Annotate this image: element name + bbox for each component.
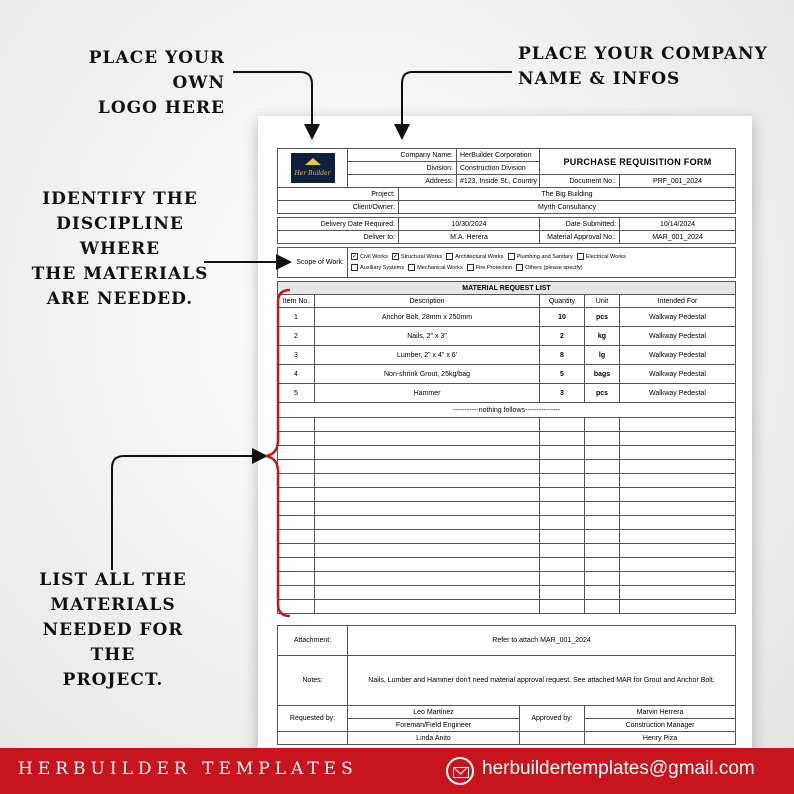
cell-no: 2	[278, 327, 315, 346]
material-list-title: MATERIAL REQUEST LIST	[278, 282, 736, 295]
brand-name: HERBUILDER TEMPLATES	[18, 759, 358, 779]
project-value: The Big Building	[399, 188, 736, 201]
blank-cell[interactable]	[620, 516, 736, 530]
house-icon	[305, 158, 321, 165]
blank-cell[interactable]	[540, 418, 585, 432]
logo-mark	[291, 153, 335, 183]
blank-cell[interactable]	[540, 544, 585, 558]
blank-cell[interactable]	[585, 558, 620, 572]
cell-qty: 5	[540, 365, 585, 384]
blank-cell[interactable]	[278, 600, 315, 614]
cell-for: Walkway Pedestal	[620, 365, 736, 384]
form-paper	[258, 116, 752, 756]
requested-by-name: Leo Martinez	[348, 706, 520, 719]
client-label: Client/Owner:	[278, 201, 399, 214]
checkbox[interactable]	[508, 253, 515, 260]
blank-cell[interactable]	[278, 544, 315, 558]
blank-cell[interactable]	[278, 474, 315, 488]
blank-cell[interactable]	[620, 418, 736, 432]
scope-option-label: Mechanical Works	[417, 264, 463, 271]
cell-unit: pcs	[585, 384, 620, 403]
scope-option[interactable]	[392, 252, 442, 263]
requested-by-label: Requested by:	[278, 706, 348, 732]
table-row	[278, 308, 736, 327]
received-by-name: Henry Piza	[585, 732, 736, 745]
checkbox[interactable]: ✓	[352, 253, 358, 260]
blank-row	[278, 488, 736, 502]
cell-desc: Anchor Bolt, 28mm x 250mm	[315, 308, 540, 327]
blank-cell[interactable]	[540, 558, 585, 572]
blank-row	[278, 502, 736, 516]
checkbox[interactable]	[516, 264, 523, 271]
notes-value: Nails, Lumber and Hammer don't need material approval request. See attached MAR for Grout and Anchor Bolt.	[348, 656, 736, 706]
blank-cell[interactable]	[315, 502, 540, 516]
scope-option-label: Civil Works	[360, 253, 388, 260]
scope-row-1	[351, 252, 732, 263]
blank-cell[interactable]	[620, 502, 736, 516]
blank-row	[278, 432, 736, 446]
blank-cell[interactable]	[620, 446, 736, 460]
project-label: Project:	[278, 188, 399, 201]
cell-for: Walkway Pedestal	[620, 346, 736, 365]
cell-qty: 2	[540, 327, 585, 346]
scope-option[interactable]	[577, 252, 626, 263]
division-value: Construction Division	[457, 162, 540, 175]
scope-row-2	[351, 263, 732, 274]
blank-cell[interactable]	[278, 572, 315, 586]
blank-cell[interactable]	[620, 558, 736, 572]
blank-row	[278, 418, 736, 432]
nothing-follows: -----------nothing follows---------------	[278, 403, 736, 418]
checkbox[interactable]: ✓	[392, 253, 398, 260]
blank-cell[interactable]	[315, 488, 540, 502]
blank-cell[interactable]	[620, 488, 736, 502]
cell-unit: lg	[585, 346, 620, 365]
blank-cell[interactable]	[585, 600, 620, 614]
footer-bar	[0, 748, 794, 794]
scope-option[interactable]	[508, 252, 573, 263]
blank-row	[278, 530, 736, 544]
mail-icon	[446, 757, 474, 785]
blank-cell[interactable]	[585, 418, 620, 432]
blank-cell[interactable]	[620, 432, 736, 446]
checkbox[interactable]	[408, 264, 415, 271]
cell-for: Walkway Pedestal	[620, 308, 736, 327]
blank-cell[interactable]	[278, 460, 315, 474]
blank-cell[interactable]	[278, 488, 315, 502]
cell-for: Walkway Pedestal	[620, 327, 736, 346]
cell-qty: 8	[540, 346, 585, 365]
requested-by-title: Foreman/Field Engineer	[348, 719, 520, 732]
blank-cell[interactable]	[620, 460, 736, 474]
blank-cell[interactable]	[278, 586, 315, 600]
blank-row	[278, 446, 736, 460]
company-name-value: HerBuilder Corporation	[457, 149, 540, 162]
callout-company: PLACE YOUR COMPANY NAME & INFOS	[518, 44, 768, 89]
blank-row	[278, 586, 736, 600]
blank-row	[278, 572, 736, 586]
blank-cell[interactable]	[315, 572, 540, 586]
blank-cell[interactable]	[620, 474, 736, 488]
blank-cell[interactable]	[540, 460, 585, 474]
column-header-unit: Unit	[585, 295, 620, 308]
cell-qty: 3	[540, 384, 585, 403]
blank-row	[278, 544, 736, 558]
blank-cell[interactable]	[620, 544, 736, 558]
blank-cell[interactable]	[315, 516, 540, 530]
table-row	[278, 384, 736, 403]
purchase-requisition-form	[277, 148, 736, 745]
cell-unit: bags	[585, 365, 620, 384]
address-label: Address:	[348, 175, 457, 188]
attachment-label: Attachment:	[278, 626, 348, 656]
blank-cell[interactable]	[315, 418, 540, 432]
document-no-label: Document No.:	[540, 175, 620, 188]
blank-cell[interactable]	[620, 600, 736, 614]
blank-cell[interactable]	[585, 516, 620, 530]
blank-row	[278, 460, 736, 474]
cell-unit: pcs	[585, 308, 620, 327]
scope-option-label: Auxiliary Systems	[360, 264, 405, 271]
scope-option[interactable]	[516, 263, 583, 274]
blank-row	[278, 558, 736, 572]
blank-cell[interactable]	[278, 516, 315, 530]
material-approval-label: Material Approval No.:	[540, 231, 620, 244]
date-submitted-label: Date Submitted:	[540, 218, 620, 231]
blank-cell[interactable]	[540, 502, 585, 516]
cell-no: 4	[278, 365, 315, 384]
scope-option[interactable]	[446, 252, 503, 263]
blank-cell[interactable]	[278, 418, 315, 432]
approved-by-label: Approved by:	[520, 706, 585, 732]
deliver-to-label: Deliver to:	[278, 231, 399, 244]
blank-cell[interactable]	[585, 530, 620, 544]
blank-cell[interactable]	[585, 446, 620, 460]
callout-logo: PLACE YOUR OWN LOGO HERE	[88, 48, 225, 118]
blank-cell[interactable]	[620, 530, 736, 544]
scope-option-label: Electrical Works	[585, 253, 626, 260]
scope-option-label: Architectural Works	[455, 253, 504, 260]
scope-checkboxes	[348, 248, 736, 278]
cell-no: 3	[278, 346, 315, 365]
date-submitted-value: 10/14/2024	[620, 218, 736, 231]
blank-cell[interactable]	[620, 586, 736, 600]
blank-cell[interactable]	[540, 516, 585, 530]
cell-desc: Nails, 2" x 3"	[315, 327, 540, 346]
scope-option[interactable]	[351, 252, 388, 263]
blank-cell[interactable]	[315, 600, 540, 614]
scope-option[interactable]	[467, 263, 512, 274]
blank-cell[interactable]	[585, 586, 620, 600]
noted-by-name: Linda Anito	[348, 732, 520, 745]
approved-by-title: Construction Manager	[585, 719, 736, 732]
table-row	[278, 365, 736, 384]
company-logo	[278, 149, 348, 188]
blank-cell[interactable]	[585, 474, 620, 488]
blank-cell[interactable]	[315, 460, 540, 474]
column-header-item-no: Item No.	[278, 295, 315, 308]
column-header-quantity: Quantity	[540, 295, 585, 308]
blank-cell[interactable]	[540, 586, 585, 600]
division-label: Division:	[348, 162, 457, 175]
checkbox[interactable]	[446, 253, 453, 260]
blank-cell[interactable]	[585, 502, 620, 516]
logo-text: Her Builder	[294, 170, 331, 177]
attachment-value: Refer to attach MAR_001_2024	[348, 626, 736, 656]
blank-cell[interactable]	[278, 502, 315, 516]
scope-label: Scope of Work:	[278, 248, 348, 278]
blank-row	[278, 516, 736, 530]
checkbox[interactable]	[467, 264, 474, 271]
address-value: #123, Inside St., Country	[457, 175, 540, 188]
scope-option-label: Structural Works	[400, 253, 443, 260]
material-approval-value: MAR_001_2024	[620, 231, 736, 244]
client-value: Myrth Consultancy	[399, 201, 736, 214]
table-row	[278, 327, 736, 346]
blank-cell[interactable]	[315, 544, 540, 558]
cell-desc: Non-shrink Grout, 25kg/bag	[315, 365, 540, 384]
blank-cell[interactable]	[540, 488, 585, 502]
callout-discipline: IDENTIFY THE DISCIPLINE WHERE THE MATERIALS ARE NEEDED.	[31, 189, 209, 309]
blank-cell[interactable]	[585, 488, 620, 502]
scope-option-label: Fire Protection	[475, 264, 513, 271]
notes-label: Notes:	[278, 656, 348, 706]
blank-cell[interactable]	[585, 572, 620, 586]
scope-option[interactable]	[408, 263, 463, 274]
blank-cell[interactable]	[540, 446, 585, 460]
checkbox[interactable]	[577, 253, 584, 260]
blank-cell[interactable]	[540, 572, 585, 586]
column-header-description: Description	[315, 295, 540, 308]
contact-email[interactable]: herbuildertemplates@gmail.com	[482, 758, 755, 779]
blank-cell[interactable]	[278, 446, 315, 460]
blank-cell[interactable]	[585, 460, 620, 474]
delivery-date-label: Delivery Date Required:	[278, 218, 399, 231]
blank-cell[interactable]	[540, 432, 585, 446]
cell-no: 5	[278, 384, 315, 403]
cell-unit: kg	[585, 327, 620, 346]
blank-cell[interactable]	[315, 530, 540, 544]
blank-cell[interactable]	[315, 446, 540, 460]
form-title: PURCHASE REQUISITION FORM	[540, 149, 736, 175]
checkbox[interactable]	[351, 264, 358, 271]
blank-cell[interactable]	[278, 530, 315, 544]
company-name-label: Company Name:	[348, 149, 457, 162]
scope-option[interactable]	[351, 263, 404, 274]
table-row	[278, 346, 736, 365]
callout-materials: LIST ALL THE MATERIALS NEEDED FOR THE PROJECT.	[39, 570, 187, 690]
blank-cell[interactable]	[315, 432, 540, 446]
blank-cell[interactable]	[278, 432, 315, 446]
scope-option-label: Others (please specify)	[525, 264, 583, 271]
document-no-value: PRF_001_2024	[620, 175, 736, 188]
blank-cell[interactable]	[315, 586, 540, 600]
blank-cell[interactable]	[315, 558, 540, 572]
blank-cell[interactable]	[278, 558, 315, 572]
deliver-to-value: M.A. Herera	[399, 231, 540, 244]
blank-row	[278, 600, 736, 614]
cell-qty: 10	[540, 308, 585, 327]
blank-cell[interactable]	[540, 530, 585, 544]
blank-row	[278, 474, 736, 488]
cell-desc: Hammer	[315, 384, 540, 403]
blank-cell[interactable]	[315, 474, 540, 488]
column-header-intended-for: Intended For	[620, 295, 736, 308]
scope-option-label: Plumbing and Sanitary	[516, 253, 573, 260]
delivery-date-value: 10/30/2024	[399, 218, 540, 231]
blank-cell[interactable]	[620, 572, 736, 586]
blank-cell[interactable]	[540, 600, 585, 614]
blank-cell[interactable]	[540, 474, 585, 488]
cell-for: Walkway Pedestal	[620, 384, 736, 403]
cell-desc: Lumber, 2" x 4" x 6'	[315, 346, 540, 365]
blank-cell[interactable]	[585, 432, 620, 446]
cell-no: 1	[278, 308, 315, 327]
blank-cell[interactable]	[585, 544, 620, 558]
approved-by-name: Marvin Herrera	[585, 706, 736, 719]
